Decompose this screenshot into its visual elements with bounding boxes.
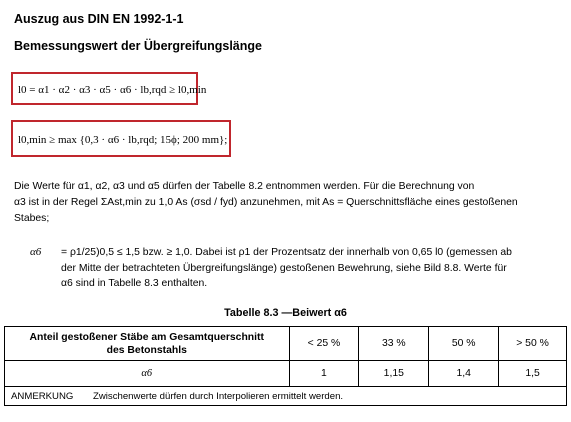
table-title: Tabelle 8.3 —Beiwert α6 [224,307,347,319]
note-text: Zwischenwerte dürfen durch Interpolieren ermittelt werden. [93,390,344,402]
column-header: 33 % [359,327,429,361]
column-header: < 25 % [289,327,359,361]
table-cell: 1,5 [499,361,567,387]
table-row [5,361,567,387]
document-heading: Auszug aus DIN EN 1992-1-1 [14,12,184,26]
paragraph-line: Stabes; [14,213,50,224]
alpha6-definition [61,245,566,292]
table-note-row [5,387,567,406]
explanation-paragraph [14,179,554,227]
row-label-alpha6: α6 [5,361,290,387]
definition-line: = ρ1/25)0,5 ≤ 1,5 bzw. ≥ 1,0. Dabei ist ρ1 der Prozentsatz der innerhalb von 0,65 l0 (gemessen ab [61,247,512,258]
header-label-line: Anteil gestoßener Stäbe am Gesamtquerschnitt [29,331,264,343]
section-heading: Bemessungswert der Übergreifungslänge [14,39,262,53]
table-cell: 1,15 [359,361,429,387]
column-header: 50 % [429,327,499,361]
table-cell: 1,4 [429,361,499,387]
formula-min-lap-length: l0,min ≥ max {0,3 · α6 · lb,rqd; 15ϕ; 200 mm}; [11,120,231,157]
formula-lap-length: l0 = α1 · α2 · α3 · α5 · α6 · lb,rqd ≥ l0,min [11,72,198,105]
alpha6-table [4,326,567,406]
definition-line: α6 sind in Tabelle 8.3 enthalten. [61,278,208,289]
note-label: ANMERKUNG [11,390,74,402]
definition-line: der Mitte der betrachteten Übergreifungslänge) gestoßenen Bewehrung, siehe Bild 8.8. Werte für [61,262,507,274]
table-cell: 1 [289,361,359,387]
header-label-cell [5,327,290,361]
header-label-line: des Betonstahls [106,344,187,356]
table-header-row [5,327,567,361]
column-header: > 50 % [499,327,567,361]
paragraph-line: Die Werte für α1, α2, α3 und α5 dürfen der Tabelle 8.2 entnommen werden. Für die Berechnung von [14,181,475,192]
paragraph-line: α3 ist in der Regel ΣAst,min zu 1,0 As (σsd / fyd) anzunehmen, mit As = Querschnittsfläche eines gestoßenen [14,197,518,208]
table-note [5,387,567,406]
alpha6-symbol: α6 [30,246,42,258]
